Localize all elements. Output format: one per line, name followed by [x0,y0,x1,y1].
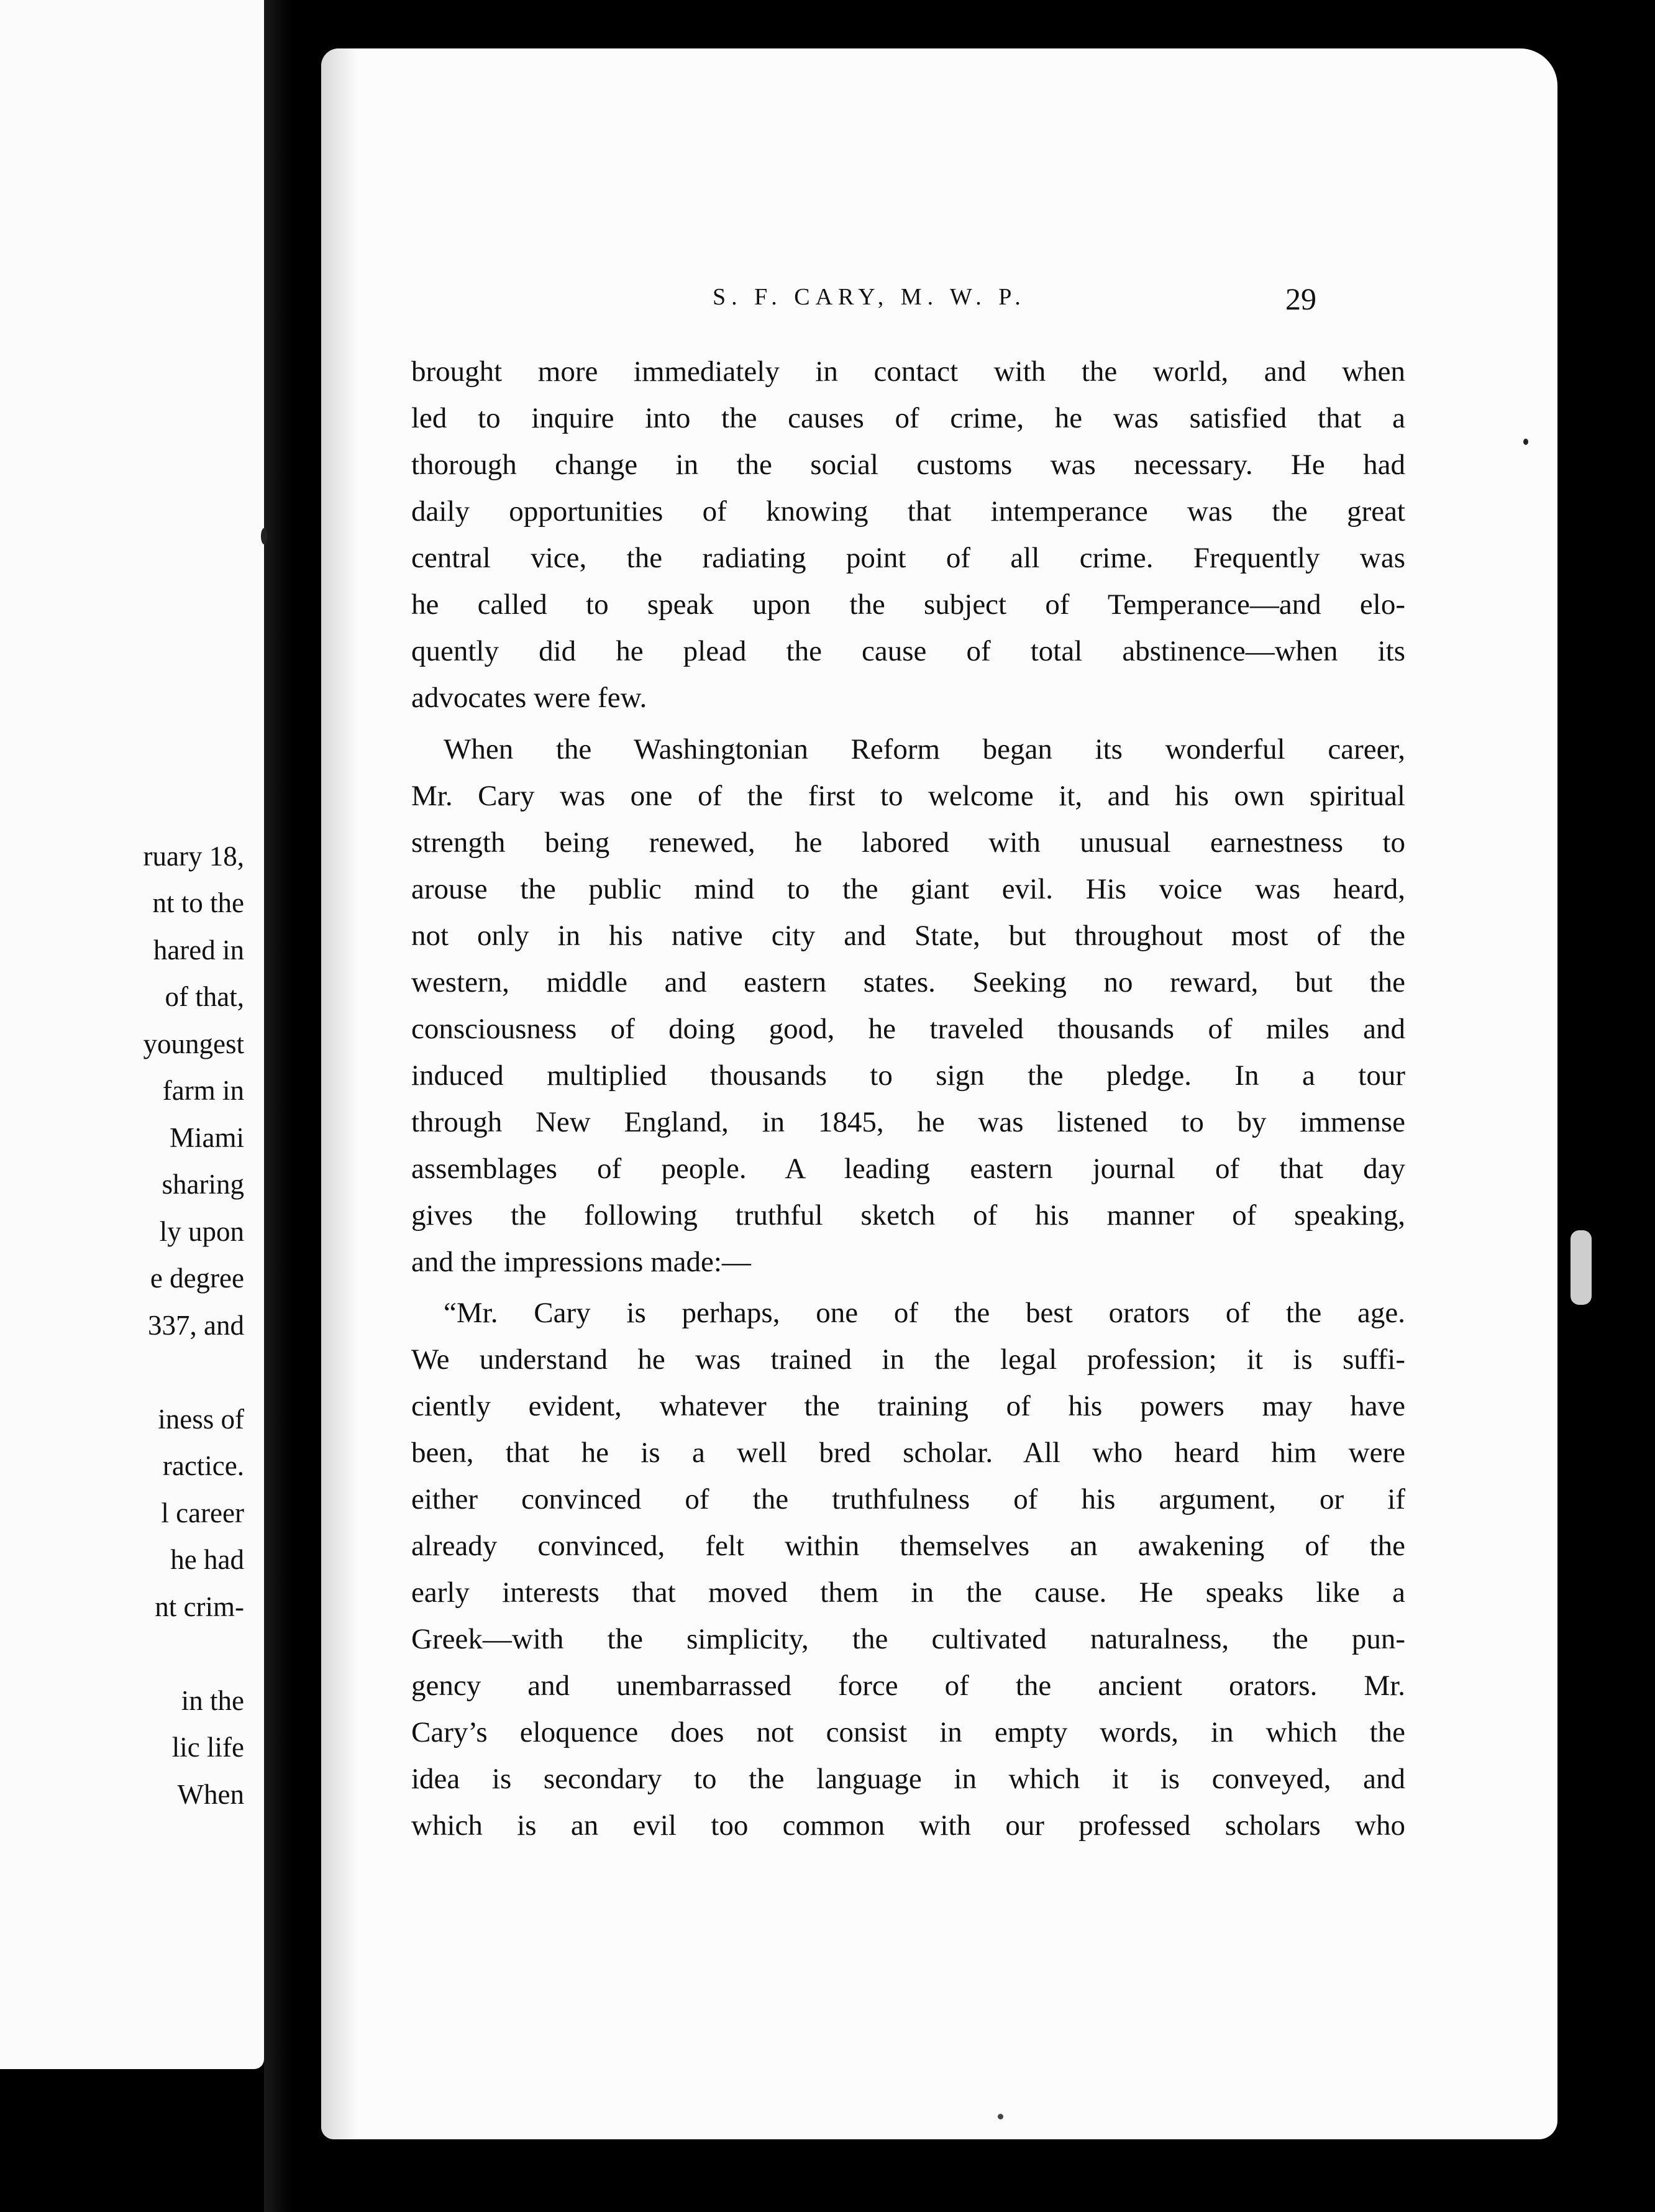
left-page-line: sharing [162,1169,244,1200]
quotation-line: been, that he is a well bred scholar. All who heard him were [411,1437,1405,1469]
quotation-line: gency and unembarrassed force of the ancient orators. Mr. [411,1670,1405,1702]
body-line: advocates were few. [411,682,647,714]
body-line: brought more immediately in contact with the world, and when [411,355,1405,388]
left-page-fragment [0,0,264,2069]
quotation-line: “Mr. Cary is perhaps, one of the best orators of the age. [444,1297,1405,1329]
body-line: thorough change in the social customs was necessary. He had [411,449,1405,481]
quotation-line: We understand he was trained in the legal profession; it is suffi- [411,1343,1405,1376]
body-line: consciousness of doing good, he traveled thousands of miles and [411,1013,1405,1045]
left-page-line: youngest [143,1028,244,1059]
left-page-line: When [177,1779,244,1810]
body-line: daily opportunities of knowing that intemperance was the great [411,495,1405,528]
body-line: arouse the public mind to the giant evil. His voice was heard, [411,873,1405,905]
left-page-line: iness of [158,1404,244,1435]
left-page-line: ly upon [159,1216,244,1247]
scan-speck [261,528,267,544]
body-line: central vice, the radiating point of all crime. Frequently was [411,542,1405,574]
body-line: led to inquire into the causes of crime, he was satisfied that a [411,402,1405,434]
right-page [321,48,1557,2139]
quotation-line: Greek—with the simplicity, the cultivated naturalness, the pun- [411,1623,1405,1655]
scan-speck [998,2114,1003,2119]
quotation-line: which is an evil too common with our professed scholars who [411,1809,1405,1842]
body-line: assemblages of people. A leading eastern journal of that day [411,1153,1405,1185]
body-line: through New England, in 1845, he was listened to by immense [411,1106,1405,1138]
body-line: and the impressions made:— [411,1246,751,1278]
body-line: induced multiplied thousands to sign the pledge. In a tour [411,1059,1405,1092]
body-line: strength being renewed, he labored with unusual earnestness to [411,826,1405,859]
body-line: western, middle and eastern states. Seeking no reward, but the [411,966,1405,999]
left-page-line: farm in [162,1075,244,1106]
page-number: 29 [1285,281,1316,316]
left-page-line: l career [161,1497,244,1529]
left-page-line: e degree [150,1263,244,1294]
quotation-line: Cary’s eloquence does not consist in empty words, in which the [411,1716,1405,1748]
left-page-line: he had [170,1544,244,1575]
left-page-line: nt crim- [155,1591,244,1622]
quotation-line: idea is secondary to the language in which it is conveyed, and [411,1763,1405,1795]
body-line: quently did he plead the cause of total abstinence—when its [411,635,1405,667]
left-page-line: of that, [165,981,244,1012]
left-page-line: Miami [170,1122,244,1153]
left-page-line: nt to the [152,887,244,918]
left-page-line: lic life [171,1732,244,1763]
left-page-line: ruary 18, [143,841,244,872]
scan-speck [1523,439,1528,445]
body-line: not only in his native city and State, but throughout most of the [411,920,1405,952]
left-page-line: in the [181,1685,244,1716]
body-line: he called to speak upon the subject of Temperance—and elo- [411,588,1405,621]
left-page-line: 337, and [148,1310,244,1341]
scan-edge-mark [1571,1230,1592,1305]
book-gutter [264,0,323,2212]
body-line: When the Washingtonian Reform began its wonderful career, [444,733,1405,766]
quotation-line: already convinced, felt within themselves an awakening of the [411,1530,1405,1562]
quotation-line: either convinced of the truthfulness of his argument, or if [411,1483,1405,1515]
body-line: Mr. Cary was one of the first to welcome it, and his own spiritual [411,780,1405,812]
left-page-line: hared in [153,935,244,966]
quotation-line: early interests that moved them in the cause. He speaks like a [411,1576,1405,1609]
running-head: S. F. CARY, M. W. P. [713,284,1026,310]
left-page-line: ractice. [162,1450,244,1481]
quotation-line: ciently evident, whatever the training of his powers may have [411,1390,1405,1422]
body-line: gives the following truthful sketch of his manner of speaking, [411,1199,1405,1232]
